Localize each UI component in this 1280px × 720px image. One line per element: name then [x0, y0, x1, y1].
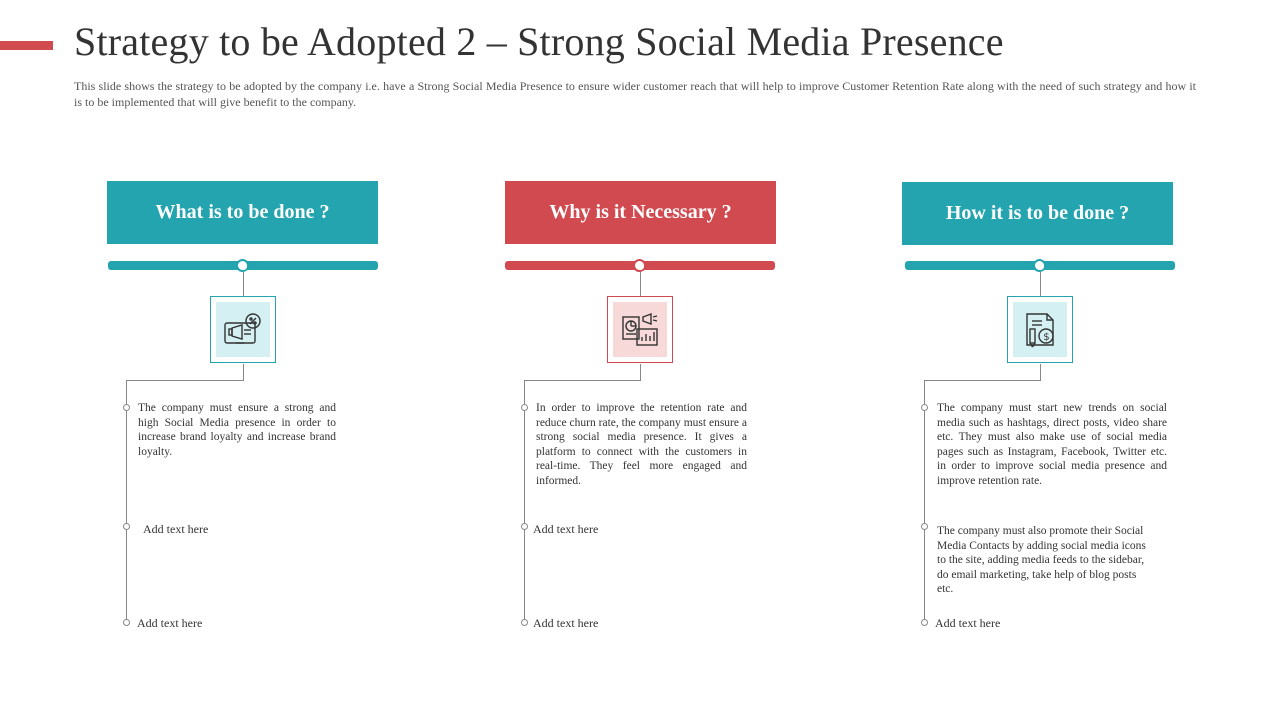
connector-line [1040, 364, 1041, 380]
connector-line [243, 364, 244, 380]
header-how [902, 182, 1173, 245]
header-why-label: Why is it Necessary ? [549, 201, 732, 223]
how-description-2: The company must also promote their Social Media Contacts by adding social media icons to the site, adding media feeds to the sidebar, do email marketing, take help of blog posts etc. [937, 525, 1146, 595]
marketing-discount-icon [216, 302, 270, 357]
page-title: Strategy to be Adopted 2 – Strong Social Media Presence [74, 19, 1004, 64]
timeline-dot [123, 404, 130, 411]
icon-frame-how [1007, 296, 1073, 363]
header-how-label: How it is to be done ? [945, 202, 1130, 224]
why-placeholder-1: Add text here [533, 522, 599, 536]
timeline-line [524, 380, 525, 623]
document-payment-icon [1013, 302, 1067, 357]
what-placeholder-1: Add text here [143, 522, 209, 536]
icon-frame-why [607, 296, 673, 363]
what-description: The company must ensure a strong and high Social Media presence in order to increase brand loyalty and increase brand loyalty. [138, 402, 336, 458]
connector-line [640, 364, 641, 380]
title-accent-bar [0, 41, 53, 50]
timeline-dot [921, 404, 928, 411]
timeline-dot [123, 619, 130, 626]
timeline-dot [123, 523, 130, 530]
icon-frame-what [210, 296, 276, 363]
how-description: The company must start new trends on social media such as hashtags, direct posts, video share etc. They must also make use of social media pages such as Instagram, Facebook, Twitter etc. in order to improve social media presence and improve retention rate. [937, 402, 1167, 487]
header-what-label: What is to be done ? [155, 201, 330, 223]
timeline-line [924, 380, 925, 623]
connector-line [924, 380, 1041, 381]
why-placeholder-2: Add text here [533, 616, 599, 630]
how-placeholder: Add text here [935, 616, 1001, 630]
header-how-node [1033, 259, 1046, 272]
timeline-dot [921, 523, 928, 530]
header-why-node [633, 259, 646, 272]
timeline-dot [521, 404, 528, 411]
timeline-dot [921, 619, 928, 626]
why-description: In order to improve the retention rate and reduce churn rate, the company must ensure a strong social media presence. It gives a platform to connect with the customers in real-time. They feel more engaged and informed. [536, 402, 747, 487]
header-what-node [236, 259, 249, 272]
svg-text:$: $ [1043, 331, 1050, 343]
connector-line [243, 272, 244, 296]
timeline-dot [521, 619, 528, 626]
presentation-analytics-icon [613, 302, 667, 357]
connector-line [524, 380, 641, 381]
header-what [107, 181, 378, 244]
connector-line [1040, 272, 1041, 296]
timeline-dot [521, 523, 528, 530]
timeline-line [126, 380, 127, 623]
connector-line [126, 380, 244, 381]
page-subtitle: This slide shows the strategy to be adopted by the company i.e. have a Strong Social Media Presence to ensure wider customer reach that will help to improve Customer Retention Rate along with the need of such strategy and how it is to be implemented that will give benefit to the company. [74, 79, 1196, 109]
header-why [505, 181, 776, 244]
what-placeholder-2: Add text here [137, 616, 203, 630]
connector-line [640, 272, 641, 296]
